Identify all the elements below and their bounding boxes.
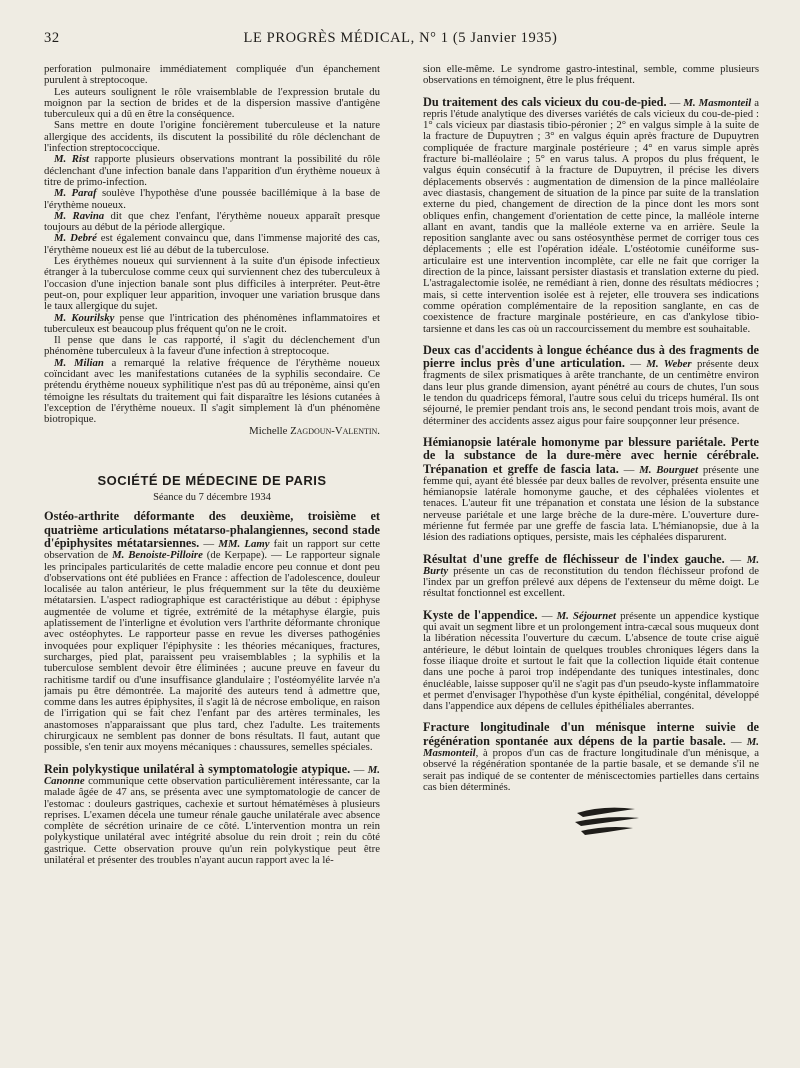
report-rein-polykystique: Rein polykystique unilatéral à symptomatologie atypique. — M. Canonne communique cette observation particulièrement intéressante, car la malade âgée de 47 ans, se présenta avec une symptomatologie de cancer de l'estomac : douleurs gastriques, cachexie et surtout hématémèses à plusieurs reprises. L'examen décela une tumeur rénale gauche unilatérale avec absence complète de sécrétion urinaire de ce côté. L'intervention montra un rein polykystique unilatéral avec intégrité absolue du rein droit ; rein du côté gastrique. Cette observation prouve qu'un rein polykystique peut être unilatéral et présenter des troubles n'ayant aucun rapport avec la lé- [44, 761, 380, 866]
paragraph-text: présente un cas de reconstitution du tendon fléchisseur profond de l'index par un greffon prélevé aux dépens de l'extenseur du même doigt. Le résultat fonctionnel est excellent. [423, 564, 759, 600]
report-title: Deux cas d'accidents à longue échéance dus à des fragments de pierre inclus près d'une articulation. [423, 342, 759, 371]
paragraph [44, 211, 380, 234]
paragraph-text: fait un rapport sur cette observation de [44, 537, 380, 562]
paragraph [44, 233, 380, 256]
right-column [423, 64, 759, 1044]
author-name: M. Benoiste-Pilloire [112, 549, 203, 562]
paragraph-text: a remarqué la relative fréquence de l'érythème noueux coïncidant avec les manifestations cutanées de la syphilis secondaire. Ce prétendu érythème noueux syphilitique n'est pas dû au tréponème, ainsi qu'en témoigne les résultats du traitement qui fait disparaître les lésions cutanées à l'exception de l'érythème noueux. Il s'agit simplement là d'un phénomène biotropique. [44, 356, 380, 426]
report-title: Kyste de l'appendice. [423, 607, 538, 622]
paragraph: Les érythèmes noueux qui surviennent à la suite d'un épisode infectieux étranger à la tuberculose comme ceux qui surviennent chez des tuberculeux à l'occasion d'une injection banale sont plus difficiles à interpréter. Peut-être peut-on, pour expliquer leur apparition, invoquer une variation brusque dans le taux allergique du sujet. [44, 255, 380, 313]
paragraph-text: présente deux fragments de silex prismatiques à arête tranchante, de un centimètre environ dans leur plus grande dimension, ayant pénétré au cours de chutes, l'un sous le tendon du quadriceps fémoral, l'autre sous celui du triceps huméral. Ils ont séjourné, le premier pendant trois ans, le second pendant trois mois, avant de déterminer des accidents assez aigus pour faire soupçonner leur présence. [423, 358, 759, 427]
report-kyste-appendice: Kyste de l'appendice. — M. Séjournet présente un appendice kystique qui avait un segment libre et un prolongement intra-cæcal sous muqueux dont la libération nécessita l'ouverture du cæcum. L'absence de toute crise aiguë antérieure, le début lointain de quelques troubles chroniques légers dans la fosse iliaque droite et surtout le fait que la collection liquide était contenue dans une poche à paroi trop indépendante des tuniques intestinales, donc énucléable, laisse supposer qu'il ne s'agit pas d'un pseudo-kyste inflammatoire et permet d'envisager l'hypothèse d'un kyste épithélial, congénital, développé dans l'appendice aux dépens de cellules épithéliales aberrantes. [423, 607, 759, 713]
end-ornament-icon [573, 803, 643, 839]
paragraph: sion elle-même. Le syndrome gastro-intestinal, semble, comme plusieurs observations en témoignent, être le plus fréquent. [423, 64, 759, 87]
author-name: M. Burty [423, 553, 759, 577]
paragraph-text: pense que l'intrication des phénomènes inflammatoires et tuberculeux est beaucoup plus fréquent qu'on ne le croit. [44, 311, 380, 335]
report-title: Hémianopsie latérale homonyme par blessure pariétale. Perte de la substance de la dure-mère avec hernie cérébrale. Trépanation et greffe de fascia lata. [423, 434, 759, 476]
author-name: M. Debré [54, 232, 97, 245]
session-date: Séance du 7 décembre 1934 [153, 492, 271, 504]
report-title: Rein polykystique unilatéral à symptomatologie atypique. [44, 761, 351, 776]
paragraph-text: , à propos d'un cas de fracture longitudinale d'un ménisque, a observé la régénération spontanée de la partie basale, et se demande s'il ne serait pas indiqué de se contenter de méniscectomies partielles dans certains cas bien déterminés. [423, 747, 759, 793]
society-heading: SOCIÉTÉ DE MÉDECINE DE PARIS [97, 472, 327, 488]
signature [44, 426, 380, 437]
report-title: Ostéo-arthrite déformante des deuxième, troisième et quatrième articulations métatarso-phalangiennes, second stade d'épiphysites métatarsiennes. [44, 509, 380, 550]
paragraph-text: (de Kerpape). — Le rapporteur signale les principales particularités de cette maladie encore peu connue et dont peu d'observations ont été publiées en France : affection de l'adolescence, douleur localisée au talon antérieur, le plus fréquemment sur la tête du deuxième métatarsien. L'aspect radiographique est caractéristique au début : épiphyse augmentée de volume et tigrée, extrémité de la métaphyse élargie, puis aplatissement de l'interligne et évolution vers l'arthrite déformante chronique avec ostéophytes. Le rapporteur passe en revue les diverses pathogénies invoquées pour expliquer l'épiphysite : les théories mécaniques, fractures, surcharges, pied plat, paraissent peu vraisemblables ; la syphilis et la tuberculose semblent devoir être éliminées ; aucune preuve en faveur du rachitisme tardif ou d'une insuffisance glandulaire ; l'ostéomyélite larvée n'a jamais pu être démontrée. La majorité des auteurs tend à admettre que, comme dans les autres épiphysites, il s'agit là de nécrose embolique, en raison de l'irrigation qui se fait chez l'enfant par des artères terminales, les anastomoses n'apparaissant que plus tard, chez l'adulte. Les traitements chirurgicaux ne semblent pas donner de bons résultats. Il faut, autant que possible, s'en tenir aux moyens mécaniques : chaussures, semelles spéciales. [44, 549, 380, 754]
paragraph-text: dit que chez l'enfant, l'érythème noueux apparaît presque toujours au début de la période allergique. [44, 209, 380, 234]
paragraph-text: présente un appendice kystique qui avait un segment libre et un prolongement intra-cæcal sous muqueux dont la libération nécessita l'ouverture du cæcum. L'absence de toute crise aiguë antérieure, le début lointain de quelques troubles chroniques légers dans la fosse iliaque droite et surtout le fait que la collection liquide était contenue dans une poche à paroi trop indépendante des tuniques intestinales, donc énucléable, laisse supposer qu'il ne s'agit pas d'un pseudo-kyste inflammatoire et permet d'envisager l'hypothèse d'un kyste épithélial, congénital, développé dans l'appendice aux dépens de cellules épithéliales aberrantes. [423, 609, 759, 713]
running-head: LE PROGRÈS MÉDICAL, N° 1 (5 Janvier 1935) [243, 30, 558, 46]
report-fracture-ménisque: Fracture longitudinale d'un ménisque interne suivie de régénération spontanée aux dépens de la partie basale. — M. Masmonteil, à propos d'un cas de fracture longitudinale d'un ménisque, a observé la régénération spontanée de la partie basale, et se demande s'il ne serait pas indiqué de se contenter de méniscectomies partielles dans certains cas bien déterminés. [423, 720, 759, 793]
author-name: M. Paraf [54, 187, 97, 200]
paragraph: Les auteurs soulignent le rôle vraisemblable de l'expression brutale du moignon par la section de brides et de la dispersion massive d'antigène tuberculeux qui a dû en être la conséquence. [44, 85, 380, 121]
report-title: Fracture longitudinale d'un ménisque interne suivie de régénération spontanée aux dépens de la partie basale. [423, 720, 759, 748]
paragraph-text: a repris l'étude analytique des diverses variétés de cals vicieux du cou-de-pied : 1° cals vicieux par diastasis tibio-péronier ; 2° en valgus simple à la suite de la fracture de Dupuytren ; 3° en valgus équin après fracture de Dupuytren compliquée de fracture marginale postérieure ; 4° en varus simple après fracture bi-malléolaire ; 5° en varus talus. A propos du plus fréquent, le valgus équin consécutif à la fracture de Dupuytren, il précise les divers déplacements observés : augmentation de dimension de la pince malléolaire avec diastasis, changement de situation de la pince par suite de la translation externe du pied, changement de direction de la pince dont les mors sont obliques enfin, changement d'orientation de cette pince, la malléole interne allant en avant, tandis que la malléole externe va en arrière. Seule la reposition sanglante avec ou sans ostéosynthèse permet de corriger tous ces déplacements ; elle est l'opération idéale. L'ostéotomie cunéiforme sus-articulaire est une intervention incomplète, car elle ne fait que corriger la direction de la pince, laissant persister diastasis et translation externe du pied. L'astragalectomie isolée, ne remédiant à rien, donne des résultats médiocres ; mais, si cette intervention isolée est à rejeter, elle trouvera ses indications comme opération complémentaire de la reposition sanglante, en cas de coexistence de fracture marginale postérieure, en cas d'ankylose tibio-tarsienne et dans les cas où un raccourcissement du membre est souhaitable. [423, 96, 759, 335]
author-name: M. Bourguet [639, 463, 699, 476]
author-name: M. Rist [54, 153, 90, 166]
paragraph: Sans mettre en doute l'origine foncièrement tuberculeuse et la nature allergique des accidents, ils discutent la possibilité du rôle déclenchant de l'infection streptococcique. [44, 119, 380, 155]
paragraph: Il pense que dans le cas rapporté, il s'agit du déclenchement d'un phénomène tuberculeux à la faveur d'une infection à streptocoque. [44, 334, 380, 358]
author-name: M. Séjournet [556, 609, 616, 622]
author-name: M. Masmonteil [423, 735, 759, 760]
signature-last-name: Zagdoun-Valentin. [290, 424, 380, 437]
report-ostéo-arthrite: Ostéo-arthrite déformante des deuxième, troisième et quatrième articulations métatarso-phalangiennes, second stade d'épiphysites métatarsiennes. — MM. Lamy fait un rapport sur cette observation de M. Benoiste-Pilloire (de Kerpape). — Le rapporteur signale les principales particularités de cette maladie encore peu connue et dont peu d'observations ont été publiées en France : affection de l'adolescence, douleur localisée au talon antérieur, le plus fréquemment sur la tête du deuxième métatarsien. L'aspect radiographique est caractéristique au début : épiphyse augmentée de volume et tigrée, extrémité de la métaphyse élargie, puis aplatissement de l'interligne et évolution vers l'arthrite déformante chronique avec ostéophytes. Le rapporteur passe en revue les diverses pathogénies invoquées pour expliquer l'épiphysite : les théories mécaniques, fractures, surcharges, pied plat, paraissent peu vraisemblables ; la syphilis et la tuberculose semblent devoir être éliminées ; aucune preuve en faveur du rachitisme tardif ou d'une insuffisance glandulaire ; l'ostéomyélite larvée n'a jamais pu être démontrée. La majorité des auteurs tend à admettre que, comme dans les autres épiphysites, il s'agit là de nécrose embolique, en raison de l'irrigation qui se fait chez l'enfant par des artères terminales, les anastomoses n'apparaissant que plus tard, chez l'adulte. Les traitements chirurgicaux ne semblent pas donner de bons résultats. Il faut, autant que possible, s'en tenir aux moyens mécaniques : chaussures, semelles spéciales. [44, 509, 380, 754]
page-header [44, 30, 757, 52]
author-name: M. Kourilsky [54, 311, 115, 324]
author-name: M. Weber [646, 358, 692, 371]
paragraph-text: rapporte plusieurs observations montrant la possibilité du rôle déclenchant d'une infection banale dans l'apparition d'un érythème noueux à titre de primo-infection. [44, 153, 380, 188]
paragraph [44, 154, 380, 188]
report-hémianopsie: Hémianopsie latérale homonyme par blessure pariétale. Perte de la substance de la dure-mère avec hernie cérébrale. Trépanation et greffe de fascia lata. — M. Bourguet présente une femme qui, ayant été blessée par deux balles de revolver, présenta ensuite une hémianopsie latérale homonyme gauche, et des céphalées violentes et tenaces. L'auteur fit une trépanation et constata une lésion de la substance nerveuse pariétale et une large brèche de la dure-mère. L'ouverture dure-mérienne fut fermée par une greffe de fascia lata. L'hémianopsie, due à la lésion des radiations optiques, persiste, mais les céphalées disparurent. [423, 434, 759, 544]
author-name: M. Milian [54, 356, 104, 369]
report-fragments-pierre: Deux cas d'accidents à longue échéance dus à des fragments de pierre inclus près d'une articulation. — M. Weber présente deux fragments de silex prismatiques à arête tranchante, de un centimètre environ dans leur plus grande dimension, ayant pénétré au cours de chutes, l'un sous le tendon du quadriceps fémoral, l'autre sous celui du triceps huméral. Ils ont séjourné, le premier pendant trois ans, le second pendant trois mois, avant de déterminer des accidents assez aigus pour faire soupçonner leur présence. [423, 342, 759, 427]
paragraph-text: présente une femme qui, ayant été blessée par deux balles de revolver, présenta ensuite une hémianopsie latérale homonyme gauche, et des céphalées violentes et tenaces. L'auteur fit une trépanation et constata une lésion de la substance nerveuse pariétale et une large brèche de la dure-mère. L'ouverture dure-mérienne fut fermée par une greffe de fascia lata. L'hémianopsie, due à la lésion des radiations optiques, persiste, mais les céphalées disparurent. [423, 463, 759, 544]
paragraph-text: soulève l'hypothèse d'une poussée bacillémique à la base de l'érythème noueux. [44, 187, 380, 211]
paragraph: perforation pulmonaire immédiatement compliquée d'un épanchement purulent à streptocoque. [44, 64, 380, 87]
report-cals-vicieux: Du traitement des cals vicieux du cou-de-pied. — M. Masmonteil a repris l'étude analytique des diverses variétés de cals vicieux du cou-de-pied : 1° cals vicieux par diastasis tibio-péronier ; 2° en valgus simple à la suite de la fracture de Dupuytren ; 3° en valgus équin après fracture de Dupuytren compliquée de fracture marginale postérieure ; 4° en varus simple après fracture bi-malléolaire ; 5° en varus talus. A propos du plus fréquent, le valgus équin consécutif à la fracture de Dupuytren, il précise les divers déplacements observés : augmentation de dimension de la pince malléolaire avec diastasis, changement de situation de la pince par suite de la translation externe du pied, changement de direction de la pince dont les mors sont obliques enfin, changement d'orientation de cette pince, la malléole interne allant en avant, tandis que la malléole externe va en arrière. Seule la reposition sanglante avec ou sans ostéosynthèse permet de corriger tous ces déplacements ; elle est l'opération idéale. L'ostéotomie cunéiforme sus-articulaire est une intervention incomplète, car elle ne fait que corriger la direction de la pince, laissant persister diastasis et translation externe du pied. L'astragalectomie isolée, ne remédiant à rien, donne des résultats médiocres ; mais, si cette intervention isolée est à rejeter, elle trouvera ses indications comme opération complémentaire de la reposition sanglante, en cas de coexistence de fracture marginale postérieure, en cas d'ankylose tibio-tarsienne et dans les cas où un raccourcissement du membre est souhaitable. [423, 94, 759, 335]
author-name: M. Ravina [54, 209, 105, 222]
author-name: M. Canonne [44, 763, 380, 787]
left-column [44, 64, 380, 1044]
page-number: 32 [44, 30, 60, 46]
paragraph [44, 188, 380, 211]
paragraph [44, 358, 380, 426]
report-title: Du traitement des cals vicieux du cou-de-pied. [423, 94, 667, 109]
report-greffe-fléchisseur: Résultat d'une greffe de fléchisseur de l'index gauche. — M. Burty présente un cas de reconstitution du tendon fléchisseur profond de l'index par un greffon prélevé aux dépens de l'extenseur du même doigt. Le résultat fonctionnel est excellent. [423, 551, 759, 600]
paragraph [44, 313, 380, 336]
author-name: M. Masmonteil [683, 96, 752, 109]
report-title: Résultat d'une greffe de fléchisseur de l'index gauche. [423, 551, 725, 566]
signature-first-name: Michelle [249, 424, 288, 437]
paragraph-text: est également convaincu que, dans l'immense majorité des cas, l'érythème noueux est lié au début de la tuberculose. [44, 232, 380, 256]
author-name: MM. Lamy [218, 537, 270, 550]
paragraph-text: communique cette observation particulièrement intéressante, car la malade âgée de 47 ans, se présenta avec une symptomatologie de cancer de l'estomac : douleurs gastriques, cachexie et surtout hématémèses à plusieurs reprises. L'examen décela une tumeur rénale gauche unilatérale avec absence complète de sécrétion urinaire de ce côté. L'intervention montra un rein polykystique unilatéral avec intégrité absolue du rein droit ; rein du côté gastrique. Cette observation prouve qu'un rein polykystique peut être unilatéral et présenter des troubles n'ayant aucun rapport avec la lé- [44, 774, 380, 866]
